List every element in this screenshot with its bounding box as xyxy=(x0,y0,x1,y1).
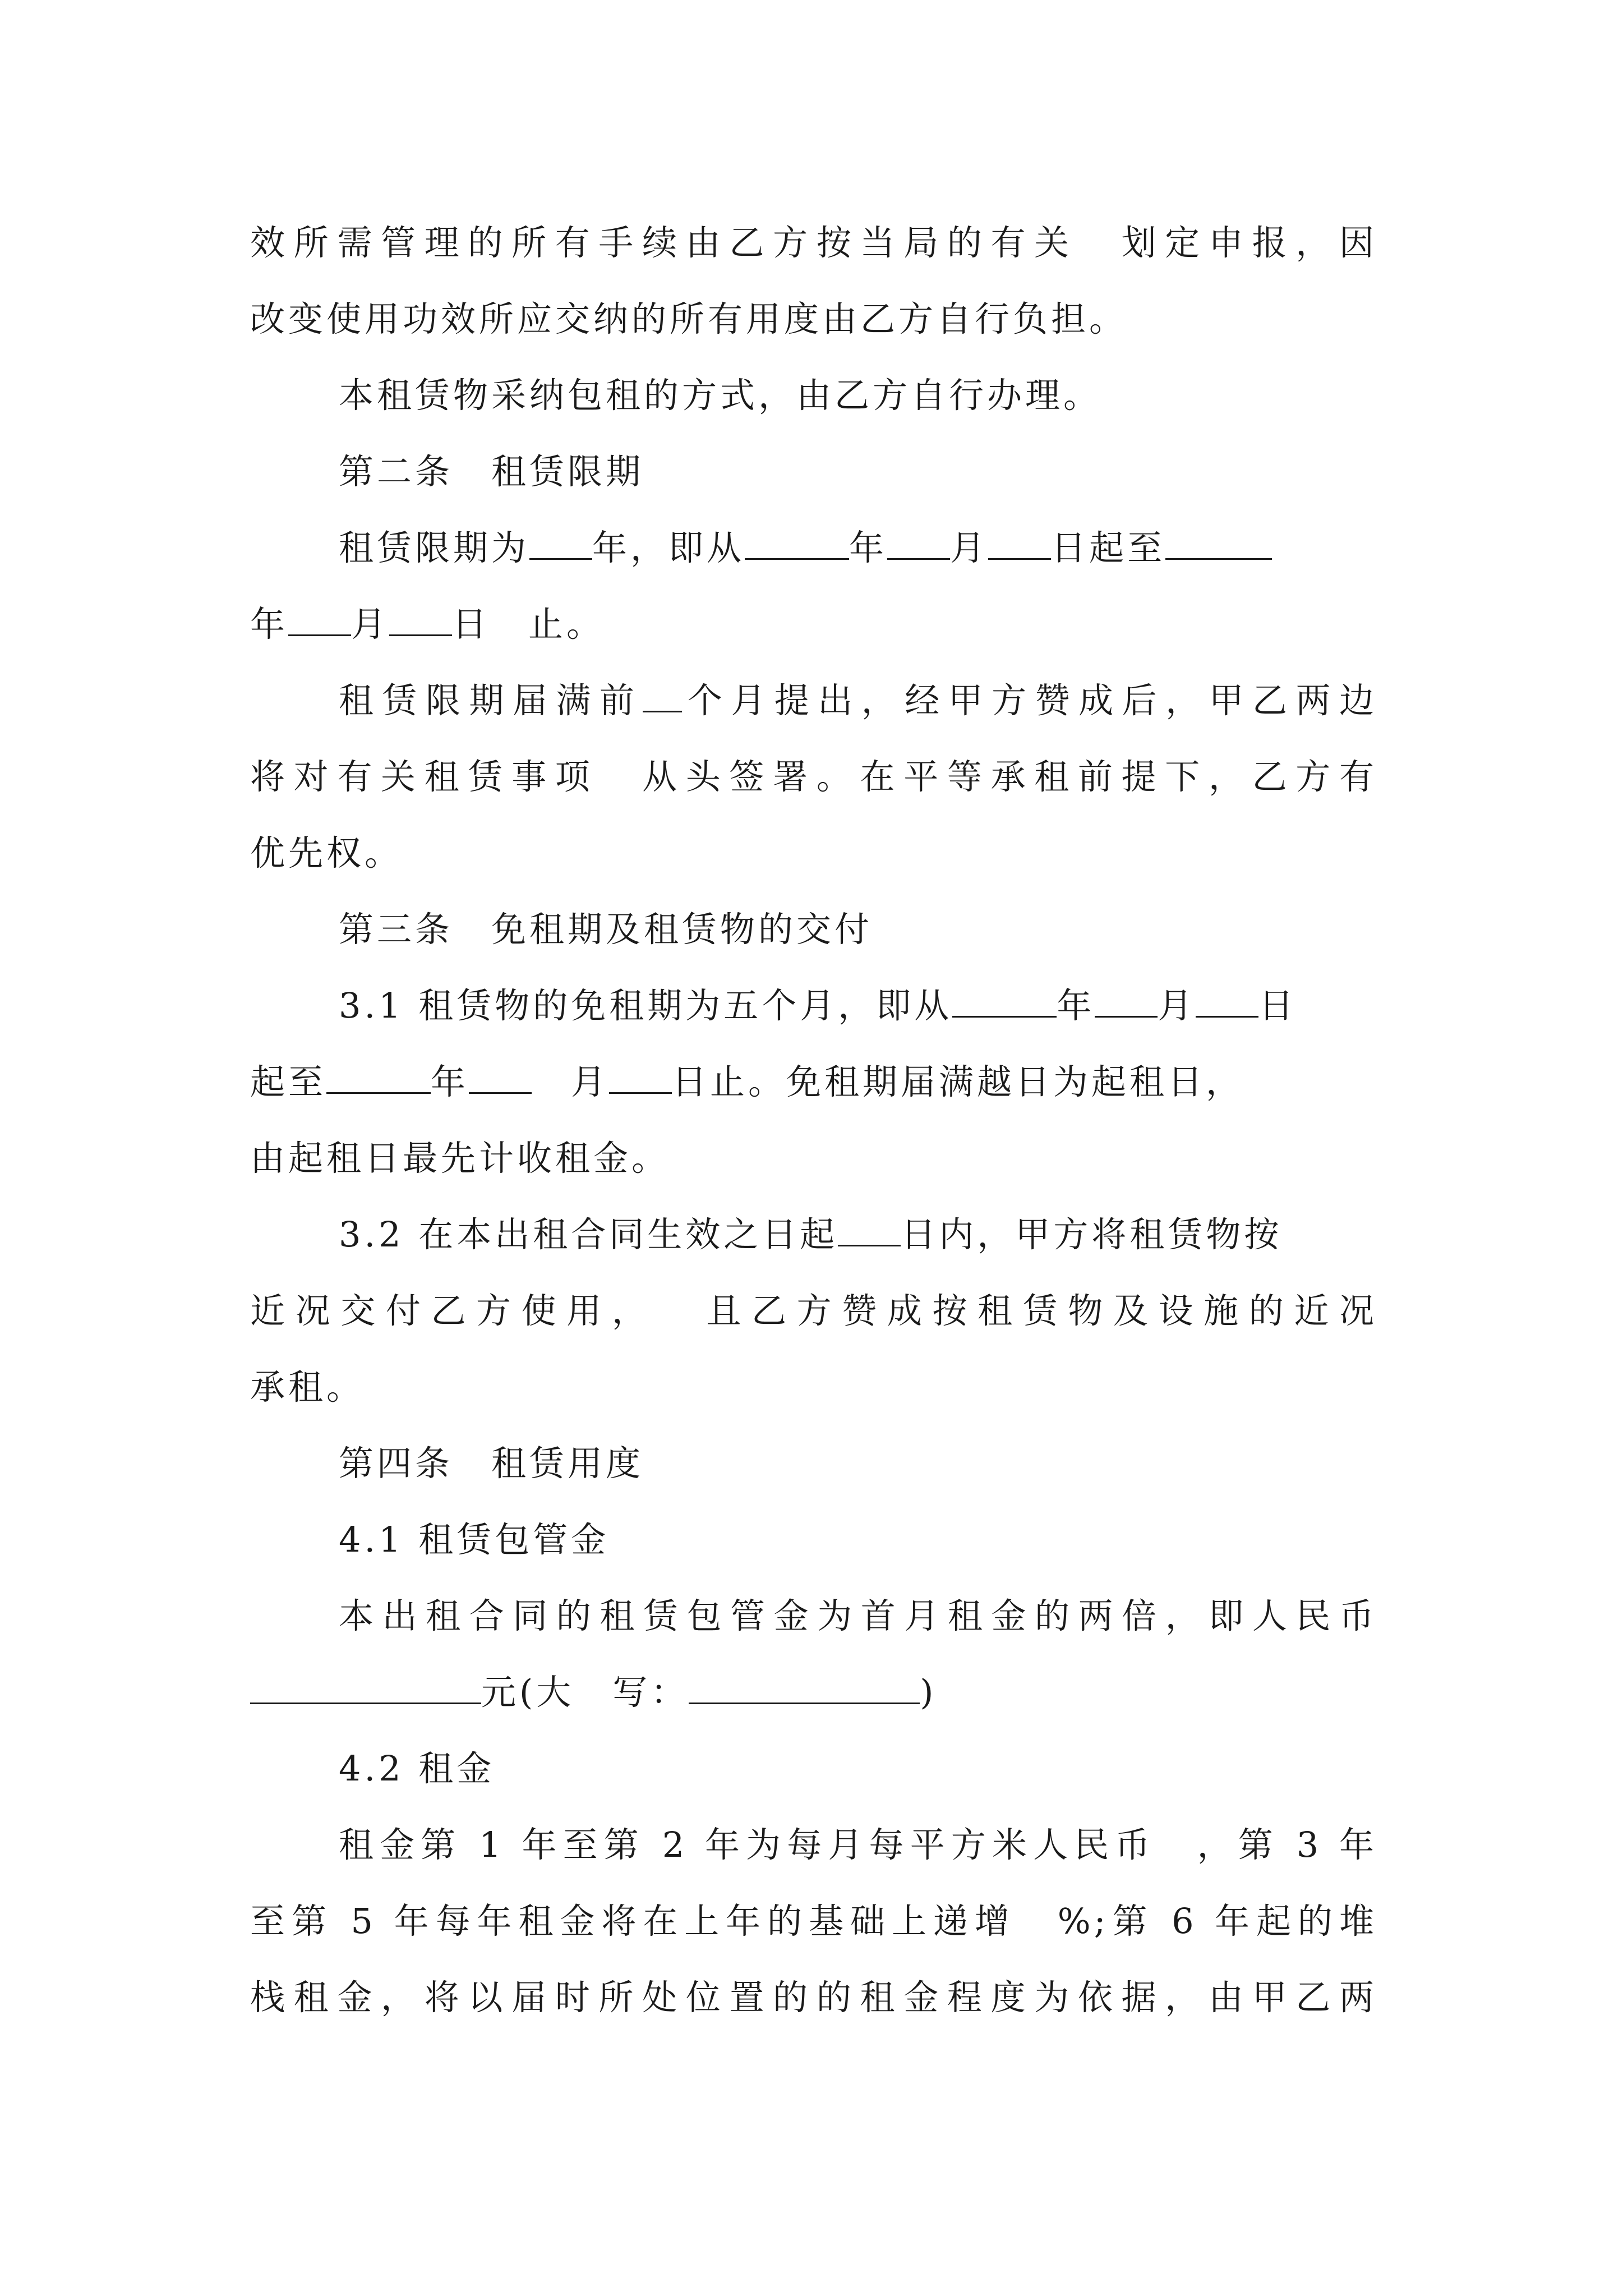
text-line: 优先权。 xyxy=(250,832,403,873)
fill-in-blank xyxy=(689,1672,920,1704)
text-line: 将对有关租赁事项 从头签署。在平等承租前提下，乙方有 xyxy=(250,756,1377,797)
text-segment: 日止。免租期届满越日为起租日， xyxy=(672,1061,1244,1102)
fill-in-blank xyxy=(988,528,1051,560)
text-segment: 租赁限期届满前 xyxy=(339,680,643,721)
text-segment: 日内，甲方将租赁物按 xyxy=(901,1214,1283,1255)
fill-in-blank xyxy=(389,604,452,636)
text-line-with-blanks xyxy=(250,593,1377,655)
fill-in-blank xyxy=(288,604,351,636)
fill-in-blank xyxy=(643,680,682,712)
section-heading: 4.2 租金 xyxy=(339,1748,495,1789)
fill-in-blank xyxy=(469,1062,532,1094)
text-line: 承租。 xyxy=(250,1366,365,1407)
text-segment: ) xyxy=(920,1672,937,1713)
fill-in-blank xyxy=(1095,986,1158,1018)
text-line: 效所需管理的所有手续由乙方按当局的有关 划定申报，因 xyxy=(250,222,1377,263)
text-segment: 3.2 在本出租合同生效之日起 xyxy=(339,1214,838,1255)
fill-in-blank xyxy=(609,1062,672,1094)
article-heading: 第四条 租赁用度 xyxy=(339,1443,644,1484)
text-line-with-blanks xyxy=(339,975,1377,1037)
text-line: 栈租金，将以届时所处位置的的租金程度为依据，由甲乙两 xyxy=(250,1977,1377,2018)
text-line: 至第 5 年每年租金将在上年的基础上递增 %;第 6 年起的堆 xyxy=(250,1901,1377,1941)
text-line: 本出租合同的租赁包管金为首月租金的两倍，即人民币 xyxy=(339,1595,1377,1636)
fill-in-blank xyxy=(745,528,849,560)
text-segment: 年 xyxy=(250,604,289,645)
text-line-with-blanks xyxy=(339,670,1377,731)
text-line: 近况交付乙方使用， 且乙方赞成按租赁物及设施的近况 xyxy=(250,1290,1377,1331)
text-line-with-blanks xyxy=(339,517,1377,579)
text-line-with-blanks xyxy=(250,1662,1377,1723)
text-segment: 年 xyxy=(1057,985,1095,1026)
text-segment: 日 止。 xyxy=(452,604,605,645)
fill-in-blank xyxy=(1165,528,1272,560)
text-segment: 起至 xyxy=(250,1061,327,1102)
article-heading: 第二条 租赁限期 xyxy=(339,451,644,492)
text-line: 租金第 1 年至第 2 年为每月每平方米人民币 ，第 3 年 xyxy=(339,1824,1377,1865)
text-segment: 月 xyxy=(1158,985,1196,1026)
text-segment: 月 xyxy=(351,604,390,645)
fill-in-blank xyxy=(887,528,950,560)
text-segment: 月 xyxy=(571,1061,610,1102)
fill-in-blank xyxy=(326,1062,431,1094)
fill-in-blank xyxy=(529,528,592,560)
section-heading: 4.1 租赁包管金 xyxy=(339,1519,610,1560)
text-line: 改变使用功效所应交纳的所有用度由乙方自行负担。 xyxy=(250,298,1128,339)
text-segment: 3.1 租赁物的免租期为五个月，即从 xyxy=(339,985,953,1026)
text-segment: 元(大 写： xyxy=(481,1672,689,1713)
text-segment: 月 xyxy=(950,527,989,568)
text-line: 由起租日最先计收租金。 xyxy=(250,1138,670,1179)
text-line-with-blanks xyxy=(250,1051,1377,1113)
text-segment: 日 xyxy=(1258,985,1297,1026)
text-segment: 个月提出，经甲方赞成后，甲乙两边 xyxy=(682,680,1377,721)
fill-in-blank xyxy=(838,1214,901,1246)
fill-in-blank xyxy=(1196,986,1258,1018)
text-segment: 年，即从 xyxy=(592,527,745,568)
text-segment: 年 xyxy=(849,527,888,568)
article-heading: 第三条 免租期及租赁物的交付 xyxy=(339,909,873,950)
text-segment: 租赁限期为 xyxy=(339,527,530,568)
text-line-with-blanks xyxy=(339,1204,1377,1266)
fill-in-blank xyxy=(250,1672,481,1704)
text-segment: 日起至 xyxy=(1051,527,1166,568)
text-segment: 年 xyxy=(431,1061,469,1102)
text-line: 本租赁物采纳包租的方式，由乙方自行办理。 xyxy=(339,375,1102,416)
fill-in-blank xyxy=(952,986,1057,1018)
